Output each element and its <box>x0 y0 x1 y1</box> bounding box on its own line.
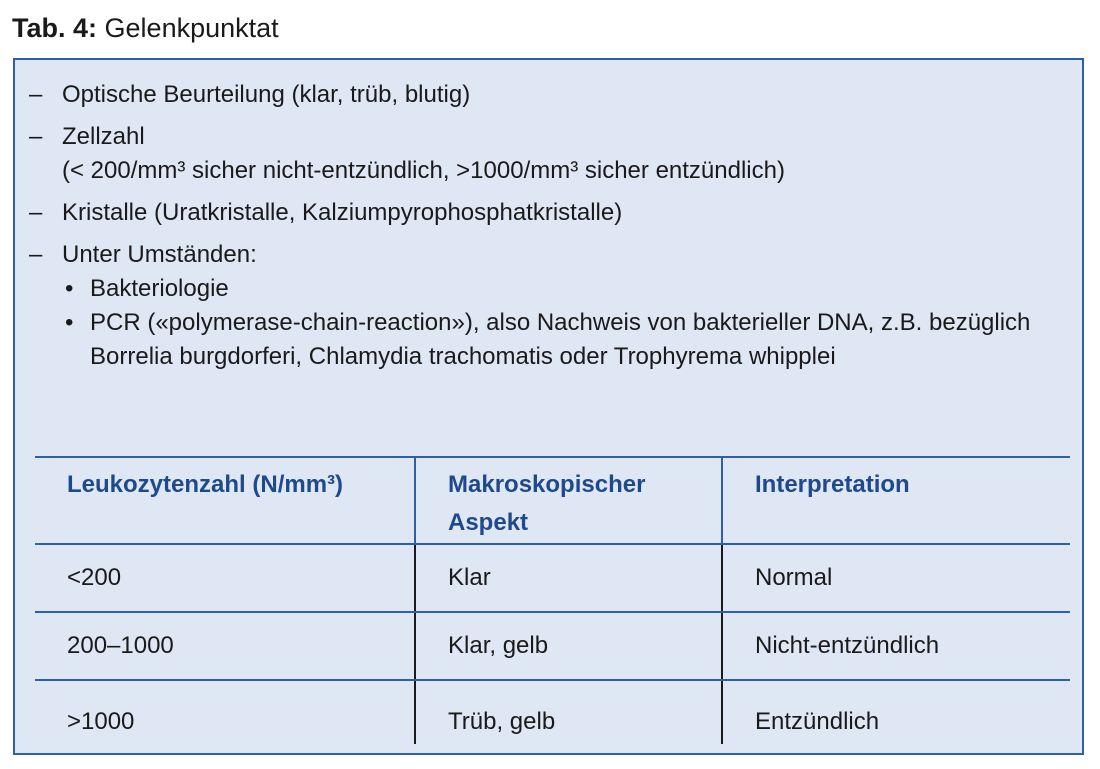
table-cell: Trüb, gelb <box>415 680 722 744</box>
table-cell: Nicht-entzündlich <box>722 612 1070 680</box>
caption-title: Gelenkpunktat <box>104 13 279 43</box>
bullet-marker: • <box>65 309 74 336</box>
table-header-row <box>35 457 1070 544</box>
caption-label: Tab. 4: <box>12 13 98 43</box>
column-header-interpretation: Interpretation <box>722 457 1070 544</box>
list-item-text: Optische Beurteilung (klar, trüb, blutig) <box>62 81 471 108</box>
dash-marker: – <box>29 241 43 268</box>
content-box <box>13 58 1084 755</box>
table-caption <box>12 10 279 46</box>
sub-item-text: Bakteriologie <box>90 275 229 302</box>
bullet-marker: • <box>65 275 74 302</box>
column-header-leukocyte-count: Leukozytenzahl (N/mm³) <box>35 457 415 544</box>
table-cell: >1000 <box>35 680 415 744</box>
list-item-optical <box>15 78 1082 112</box>
table-row <box>35 612 1070 680</box>
dash-marker: – <box>29 199 43 226</box>
list-item-cell-count <box>15 120 1082 188</box>
dash-marker: – <box>29 123 43 150</box>
list-item-text: Zellzahl <box>62 123 145 150</box>
list-item-circumstances <box>15 238 1082 272</box>
table-cell: Klar <box>415 544 722 612</box>
list-item-text: Unter Umständen: <box>62 241 257 268</box>
table-row <box>35 544 1070 612</box>
table-cell: 200–1000 <box>35 612 415 680</box>
table-cell: Entzündlich <box>755 708 880 735</box>
table-cell: Klar, gelb <box>415 612 722 680</box>
list-item-crystals <box>15 196 1082 230</box>
table-row <box>35 680 1070 744</box>
leukocyte-table <box>35 456 1070 744</box>
sub-item-bacteriology <box>15 272 1082 306</box>
sub-item-pcr <box>15 306 1082 374</box>
criteria-list <box>15 78 1082 374</box>
list-item-text-detail: (< 200/mm³ sicher nicht-entzündlich, >1000/mm³ sicher entzündlich) <box>62 157 785 184</box>
dash-marker: – <box>29 81 43 108</box>
column-header-macroscopic-aspect: Makroskopischer Aspekt <box>415 457 722 544</box>
table-cell: Normal <box>722 544 1070 612</box>
list-item-text: Kristalle (Uratkristalle, Kalziumpyrophosphatkristalle) <box>62 199 623 226</box>
table-cell: <200 <box>35 544 415 612</box>
sub-item-text: PCR («polymerase-chain-reaction»), also Nachweis von bakterieller DNA, z.B. bezüglich Borrelia burgdorferi, Chlamydia trachomatis oder Trophyrema whipplei <box>90 309 1031 370</box>
